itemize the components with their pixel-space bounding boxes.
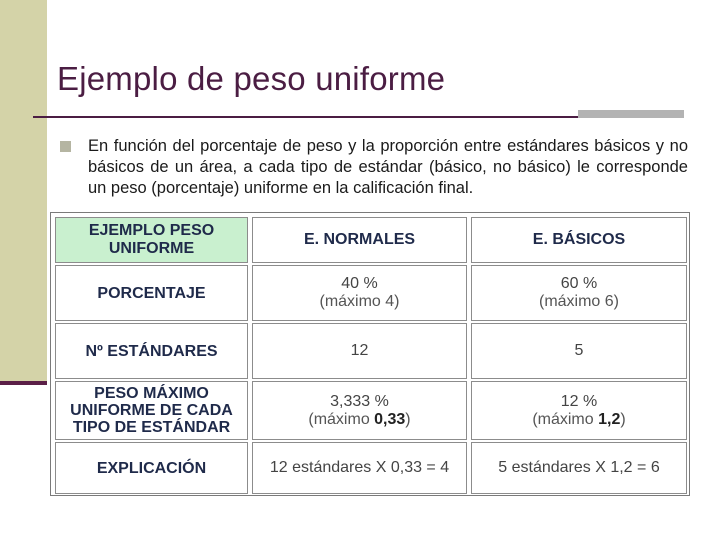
peso-normales-sub-suffix: ) [405, 410, 411, 428]
peso-normales-sub-prefix: (máximo [308, 410, 375, 428]
row-label-explicacion-text: EXPLICACIÓN [96, 459, 207, 477]
porcentaje-normales-value: 40 % [341, 275, 378, 292]
title-underline-accent [578, 110, 684, 118]
row-label-peso [55, 381, 248, 440]
slide-title: Ejemplo de peso uniforme [57, 60, 446, 97]
estandares-basicos-value: 5 [574, 342, 584, 359]
peso-basicos-sub [532, 411, 625, 429]
bullet-square-icon [60, 141, 71, 152]
row-label-estandares [55, 323, 248, 379]
left-decorative-band [0, 0, 47, 383]
cell-explicacion-normales [252, 442, 467, 494]
cell-peso-normales [252, 381, 467, 440]
header-normales-label: E. NORMALES [303, 231, 416, 248]
explicacion-normales-value: 12 estándares X 0,33 = 4 [269, 459, 450, 476]
peso-basicos-sub-prefix: (máximo [532, 410, 599, 428]
cell-estandares-basicos [471, 323, 687, 379]
header-normales [252, 217, 467, 263]
cell-porcentaje-normales [252, 265, 467, 321]
header-basicos-label: E. BÁSICOS [532, 231, 626, 248]
porcentaje-normales-sub: (máximo 4) [319, 293, 400, 310]
row-label-estandares-text: Nº ESTÁNDARES [85, 342, 218, 360]
porcentaje-basicos-sub: (máximo 6) [538, 293, 619, 310]
row-label-porcentaje-text: PORCENTAJE [97, 284, 206, 302]
weight-table [53, 216, 689, 495]
bullet-text: En función del porcentaje de peso y la proporción entre estándares básicos y no básicos de un área, a cada tipo de estándar (básico, no básico) le corresponde un peso (porcentaje) uniforme en la calificación final. [88, 137, 688, 197]
estandares-normales-value: 12 [350, 342, 369, 359]
peso-basicos-sub-value: 1,2 [598, 410, 621, 428]
cell-peso-basicos [471, 381, 687, 440]
row-label-peso-text: PESO MÁXIMO UNIFORME DE CADA TIPO DE ESTÁNDAR [70, 385, 233, 436]
peso-normales-sub-value: 0,33 [374, 410, 406, 428]
row-label-explicacion [55, 442, 248, 494]
explicacion-basicos-value: 5 estándares X 1,2 = 6 [498, 459, 660, 476]
peso-normales-value: 3,333 % [330, 392, 389, 410]
row-label-porcentaje [55, 265, 248, 321]
peso-basicos-sub-suffix: ) [620, 410, 626, 428]
cell-estandares-normales [252, 323, 467, 379]
left-decorative-rule [0, 381, 47, 385]
porcentaje-basicos-value: 60 % [560, 275, 598, 292]
peso-basicos-value: 12 % [560, 392, 598, 410]
peso-normales-sub [308, 411, 410, 429]
cell-explicacion-basicos [471, 442, 687, 494]
table-corner-cell [55, 217, 248, 263]
corner-label: EJEMPLO PESO UNIFORME [88, 222, 215, 257]
cell-porcentaje-basicos [471, 265, 687, 321]
header-basicos [471, 217, 687, 263]
